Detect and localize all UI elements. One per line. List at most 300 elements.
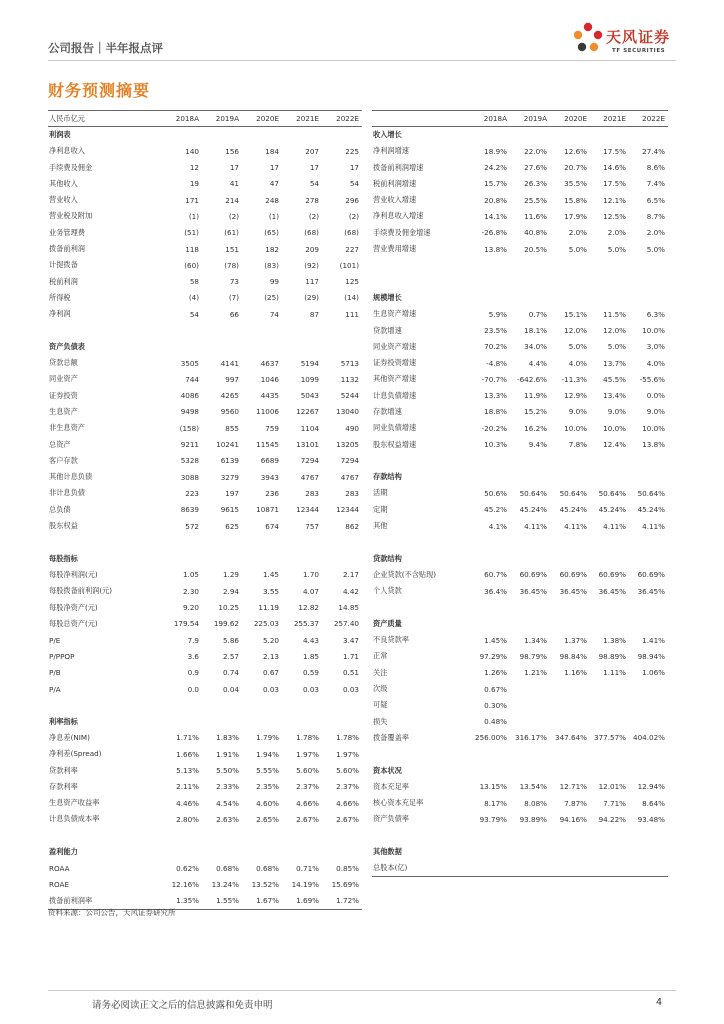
table-row: [48, 811, 362, 827]
cell-value: 1.71: [342, 651, 359, 661]
row-label: 核心资本充足率: [373, 798, 424, 808]
cell-value: 9.20: [182, 603, 199, 613]
cell-value: 12.5%: [603, 211, 626, 221]
cell-value: 36.45%: [519, 586, 547, 596]
row-label: 拨备前利润率: [48, 893, 162, 909]
cell-value: [629, 860, 668, 876]
section-label: 资产质量: [373, 618, 402, 628]
cell-value: 27.4%: [642, 146, 665, 156]
cell-value: [202, 322, 242, 338]
cell-value: 0.0: [187, 684, 199, 694]
row-label: 非计息负债: [49, 488, 85, 498]
cell-value: [510, 453, 550, 469]
cell-value: 207: [305, 146, 319, 156]
cell-value: 6689: [260, 456, 279, 466]
cell-value: 1.21%: [524, 668, 547, 678]
row-label: 拨备覆盖率: [373, 732, 409, 742]
cell-value: [282, 828, 322, 844]
cell-value: 179.54: [173, 619, 199, 629]
cell-value: [510, 860, 550, 876]
cell-value: 5.60%: [296, 766, 319, 776]
cell-value: 1.34%: [524, 635, 547, 645]
cell-value: 14.85: [338, 603, 359, 613]
cell-value: 4.43: [302, 635, 319, 645]
section-label: 每股指标: [49, 553, 78, 563]
cell-value: [162, 697, 202, 713]
row-label: 营业收入: [49, 195, 78, 205]
cell-value: 12.0%: [564, 326, 587, 335]
cell-value: [629, 681, 668, 697]
row-label: [372, 453, 472, 469]
cell-value: -55.6%: [639, 374, 665, 384]
cell-value: 225: [345, 146, 359, 156]
section-header-row: [48, 127, 362, 143]
cell-value: 13.24%: [211, 880, 239, 890]
cell-value: [510, 290, 550, 306]
cell-value: 3.47: [342, 635, 359, 645]
cell-value: 0.68%: [256, 863, 279, 873]
table-row: [48, 322, 362, 338]
row-label: 贷款增速: [373, 325, 402, 335]
cell-value: 199.62: [213, 619, 239, 629]
table-row: [372, 371, 668, 387]
cell-value: [510, 551, 550, 567]
cell-value: (158): [179, 423, 199, 433]
cell-value: [282, 534, 322, 550]
cell-value: [202, 828, 242, 844]
table-row: [372, 273, 668, 289]
cell-value: [590, 746, 629, 762]
cell-value: 5.9%: [488, 309, 507, 319]
row-label: 拨备前利润: [49, 244, 85, 254]
row-label: 存款增速: [373, 406, 402, 416]
table-row: [372, 795, 668, 811]
cell-value: 0.51: [342, 668, 359, 678]
table-row: [372, 241, 668, 257]
cell-value: 1.37%: [564, 635, 587, 645]
cell-value: 4141: [220, 358, 239, 368]
cell-value: 8.64%: [642, 798, 665, 808]
cell-value: 1.83%: [216, 733, 239, 743]
cell-value: [472, 762, 510, 778]
cell-value: 13.15%: [479, 782, 507, 792]
cell-value: 9.4%: [528, 440, 547, 450]
cell-value: -26.8%: [481, 228, 507, 238]
table-row: [48, 762, 362, 778]
row-label: 损失: [373, 716, 388, 726]
cell-value: (78): [224, 260, 239, 270]
cell-value: 0.03: [302, 684, 319, 694]
row-label: 净利差(Spread): [49, 749, 102, 759]
cell-value: [162, 844, 202, 860]
cell-value: 98.89%: [598, 651, 626, 661]
cell-value: 9.0%: [607, 407, 626, 417]
table-row: [48, 779, 362, 795]
row-label: [372, 828, 472, 844]
cell-value: 60.69%: [559, 570, 587, 580]
row-label: [372, 257, 472, 273]
cell-value: 2.35%: [256, 782, 279, 792]
cell-value: [472, 599, 510, 615]
row-label: P/PPOP: [49, 651, 75, 661]
cell-value: 5.13%: [176, 766, 199, 776]
cell-value: [590, 127, 629, 143]
cell-value: 40.8%: [524, 228, 547, 238]
cell-value: [162, 339, 202, 355]
cell-value: 248: [265, 195, 279, 205]
cell-value: (51): [184, 228, 199, 238]
row-label: 生息资产收益率: [49, 798, 100, 808]
table-row: [48, 502, 362, 518]
cell-value: 74: [269, 309, 279, 319]
cell-value: 5244: [340, 391, 359, 401]
cell-value: 4.60%: [256, 798, 279, 808]
right-financial-table: [372, 110, 668, 877]
cell-value: 8.17%: [484, 798, 507, 808]
cell-value: [242, 551, 282, 567]
table-row: [48, 143, 362, 159]
section-header-row: [48, 339, 362, 355]
section-label: 存款结构: [373, 472, 402, 482]
row-label: 所得税: [49, 292, 71, 302]
row-label: 每股净利润(元): [49, 569, 98, 579]
cell-value: 73: [229, 277, 239, 287]
cell-value: 10.3%: [484, 440, 507, 450]
cell-value: 182: [265, 244, 279, 254]
table-row: [48, 485, 362, 501]
cell-value: 12.4%: [603, 440, 626, 450]
cell-value: [590, 257, 629, 273]
cell-value: [242, 697, 282, 713]
row-label: 净息差(NIM): [49, 732, 90, 742]
cell-value: 347.64%: [555, 733, 587, 743]
cell-value: 225.03: [253, 619, 279, 629]
cell-value: [242, 844, 282, 860]
row-label: 每股净资产(元): [49, 602, 98, 612]
cell-value: 10.0%: [564, 423, 587, 433]
cell-value: 24.2%: [484, 163, 507, 173]
cell-value: 296: [345, 195, 359, 205]
cell-value: 10241: [216, 440, 239, 450]
cell-value: 47: [269, 179, 279, 189]
section-header-row: [48, 551, 362, 567]
cell-value: 997: [225, 374, 239, 384]
cell-value: [550, 697, 590, 713]
cell-value: 17: [309, 163, 319, 173]
cell-value: 25.5%: [524, 195, 547, 205]
cell-value: 5.0%: [607, 342, 626, 352]
cell-value: 12.94%: [637, 782, 665, 792]
row-label: 证券投资增速: [373, 358, 417, 368]
cell-value: 5713: [340, 358, 359, 368]
cell-value: [550, 551, 590, 567]
cell-value: 4.11%: [603, 521, 626, 531]
cell-value: 0.68%: [216, 863, 239, 873]
cell-value: 9498: [180, 407, 199, 417]
cell-value: 93.48%: [637, 814, 665, 824]
cell-value: 13040: [336, 407, 359, 417]
cell-value: 9211: [180, 440, 199, 450]
row-label: [372, 534, 472, 550]
cell-value: [242, 322, 282, 338]
cell-value: [629, 534, 668, 550]
cell-value: 5.20: [262, 635, 279, 645]
cell-value: 17.9%: [564, 211, 587, 221]
cell-value: [629, 762, 668, 778]
cell-value: (68): [304, 228, 319, 238]
cell-value: 15.69%: [331, 880, 359, 890]
cell-value: 0.04: [222, 684, 239, 694]
table-row: [372, 828, 668, 844]
cell-value: 0.48%: [484, 717, 507, 727]
logo-wordmark: 天风证券: [606, 28, 671, 46]
cell-value: 41: [229, 179, 239, 189]
cell-value: (25): [264, 293, 279, 303]
section-label: 收入增长: [373, 130, 402, 140]
row-label: 关注: [373, 667, 388, 677]
cell-value: 45.5%: [603, 374, 626, 384]
section-header-row: [372, 844, 668, 860]
row-label: 其他收入: [49, 178, 78, 188]
cell-value: [550, 616, 590, 632]
cell-value: 17.5%: [603, 146, 626, 156]
cell-value: 45.24%: [598, 505, 626, 515]
row-label: 拨备前利润增速: [373, 162, 424, 172]
cell-value: [510, 762, 550, 778]
cell-value: 125: [345, 277, 359, 287]
cell-value: 255.37: [293, 619, 319, 629]
cell-value: 4435: [260, 391, 279, 401]
cell-value: 377.57%: [594, 733, 626, 743]
table-row: [48, 648, 362, 664]
cell-value: [162, 127, 202, 143]
cell-value: 36.45%: [637, 586, 665, 596]
cell-value: 14.1%: [484, 211, 507, 221]
cell-value: [510, 469, 550, 485]
cell-value: 4.42: [342, 586, 359, 596]
cell-value: [322, 534, 362, 550]
row-label: 营业费用增速: [373, 244, 417, 254]
cell-value: 1.55%: [202, 893, 242, 909]
cell-value: 17: [229, 163, 239, 173]
table-row: [48, 632, 362, 648]
cell-value: 1.85: [302, 651, 319, 661]
cell-value: 34.0%: [524, 342, 547, 352]
row-label: ROAA: [49, 863, 70, 873]
row-label: P/E: [49, 635, 61, 645]
cell-value: 1.79%: [256, 733, 279, 743]
row-label: 同业资产增速: [373, 341, 417, 351]
cell-value: 209: [305, 244, 319, 254]
cell-value: [510, 273, 550, 289]
cell-value: 2.30: [182, 586, 199, 596]
footer-divider: [48, 990, 676, 991]
cell-value: 5194: [300, 358, 319, 368]
section-header-row: [372, 290, 668, 306]
cell-value: 257.40: [333, 619, 359, 629]
row-label: 手续费及佣金增速: [373, 227, 431, 237]
row-label: 企业贷款(不含贴现): [373, 569, 437, 579]
table-row: [48, 355, 362, 371]
section-header-row: [372, 551, 668, 567]
row-label: 计息负债增速: [373, 390, 417, 400]
logo-petal-bottom-left: [578, 43, 586, 51]
table-row: [48, 436, 362, 452]
table-row: [48, 876, 362, 892]
row-label: 贷款利率: [49, 765, 78, 775]
cell-value: [510, 681, 550, 697]
cell-value: 4.54%: [216, 798, 239, 808]
table-row: [48, 192, 362, 208]
row-label: 定期: [373, 504, 388, 514]
cell-value: [472, 534, 510, 550]
cell-value: 1.26%: [484, 668, 507, 678]
cell-value: [590, 273, 629, 289]
row-label: 不良贷款率: [373, 635, 409, 645]
table-row: [48, 599, 362, 615]
cell-value: 2.37%: [296, 782, 319, 792]
cell-value: 1.78%: [336, 733, 359, 743]
table-row: [48, 567, 362, 583]
cell-value: [322, 697, 362, 713]
cell-value: 13205: [336, 440, 359, 450]
cell-value: 278: [305, 195, 319, 205]
table-row: [48, 453, 362, 469]
section-label: 资产负债表: [49, 341, 85, 351]
cell-value: 50.6%: [484, 488, 507, 498]
cell-value: 12: [189, 163, 199, 173]
cell-value: 171: [185, 195, 199, 205]
cell-value: [472, 257, 510, 273]
table-row: [48, 176, 362, 192]
cell-value: 4.0%: [568, 358, 587, 368]
row-label: [48, 534, 162, 550]
cell-value: [550, 746, 590, 762]
cell-value: 13.52%: [251, 880, 279, 890]
cell-value: [590, 616, 629, 632]
cell-value: [590, 599, 629, 615]
row-label: 计提拨备: [49, 260, 78, 270]
cell-value: 223: [185, 488, 199, 498]
cell-value: (2): [308, 211, 319, 221]
cell-value: 0.67%: [484, 684, 507, 694]
table-row: [372, 697, 668, 713]
row-label: [48, 322, 162, 338]
cell-value: 10871: [256, 505, 279, 515]
cell-value: [162, 534, 202, 550]
cell-value: [282, 697, 322, 713]
cell-value: 0.59: [302, 668, 319, 678]
cell-value: 13.8%: [642, 440, 665, 450]
cell-value: 0.0%: [646, 391, 665, 401]
section-header-row: [48, 844, 362, 860]
cell-value: 66: [229, 309, 239, 319]
table-row: [372, 388, 668, 404]
cell-value: (29): [304, 293, 319, 303]
cell-value: 12.9%: [564, 391, 587, 401]
section-label: 贷款结构: [373, 553, 402, 563]
table-row: [372, 534, 668, 550]
section-label: 利率指标: [49, 716, 78, 726]
left-financial-table: [48, 110, 362, 910]
row-label: ROAE: [49, 880, 69, 890]
cell-value: 316.17%: [515, 733, 547, 743]
cell-value: 60.69%: [637, 570, 665, 580]
cell-value: 13101: [296, 440, 319, 450]
table-row: [372, 453, 668, 469]
section-header-row: [48, 713, 362, 729]
row-label: 每股拨备前利润(元): [49, 586, 113, 596]
cell-value: [629, 551, 668, 567]
cell-value: 45.24%: [637, 505, 665, 515]
cell-value: 8639: [180, 505, 199, 515]
cell-value: 50.64%: [519, 488, 547, 498]
cell-value: 1.11%: [603, 668, 626, 678]
table-row: [372, 730, 668, 746]
cell-value: [510, 697, 550, 713]
cell-value: 2.33%: [216, 782, 239, 792]
cell-value: [510, 828, 550, 844]
cell-value: [550, 844, 590, 860]
table-row: [372, 355, 668, 371]
cell-value: [590, 844, 629, 860]
row-label: 净利息收入: [49, 146, 85, 156]
cell-value: 98.94%: [637, 651, 665, 661]
cell-value: [322, 828, 362, 844]
cell-value: [472, 616, 510, 632]
cell-value: 0.03: [342, 684, 359, 694]
cell-value: [550, 127, 590, 143]
cell-value: [550, 273, 590, 289]
cell-value: [550, 534, 590, 550]
cell-value: 404.02%: [633, 733, 665, 743]
cell-value: 5.0%: [568, 244, 587, 254]
cell-value: 0.62%: [176, 863, 199, 873]
cell-value: 45.24%: [519, 505, 547, 515]
cell-value: 60.7%: [484, 570, 507, 580]
table-row: [372, 713, 668, 729]
cell-value: 4.66%: [336, 798, 359, 808]
column-header: 2018A: [162, 111, 202, 127]
cell-value: 256.00%: [475, 733, 507, 743]
cell-value: [629, 828, 668, 844]
cell-value: 5.0%: [568, 342, 587, 352]
source-note: 资料来源：公司公告，天风证券研究所: [48, 908, 176, 917]
cell-value: 12.16%: [171, 880, 199, 890]
report-type-header: 公司报告｜半年报点评: [48, 41, 163, 55]
table-row: [372, 192, 668, 208]
table-row: [372, 583, 668, 599]
cell-value: 9.0%: [646, 407, 665, 417]
cell-value: 36.4%: [484, 586, 507, 596]
cell-value: 0.85%: [336, 863, 359, 873]
cell-value: 13.7%: [603, 358, 626, 368]
row-label: 次级: [373, 684, 388, 694]
table-row: [372, 322, 668, 338]
cell-value: 97.29%: [479, 651, 507, 661]
table-row: [48, 665, 362, 681]
table-header-row: [372, 111, 668, 127]
cell-value: [590, 860, 629, 876]
cell-value: 283: [305, 488, 319, 498]
table-row: [372, 860, 668, 876]
cell-value: [162, 322, 202, 338]
cell-value: 54: [349, 179, 359, 189]
cell-value: [472, 469, 510, 485]
cell-value: 1099: [300, 374, 319, 384]
disclaimer: 请务必阅读正文之后的信息披露和免责申明: [92, 1000, 273, 1011]
cell-value: 50.64%: [637, 488, 665, 498]
